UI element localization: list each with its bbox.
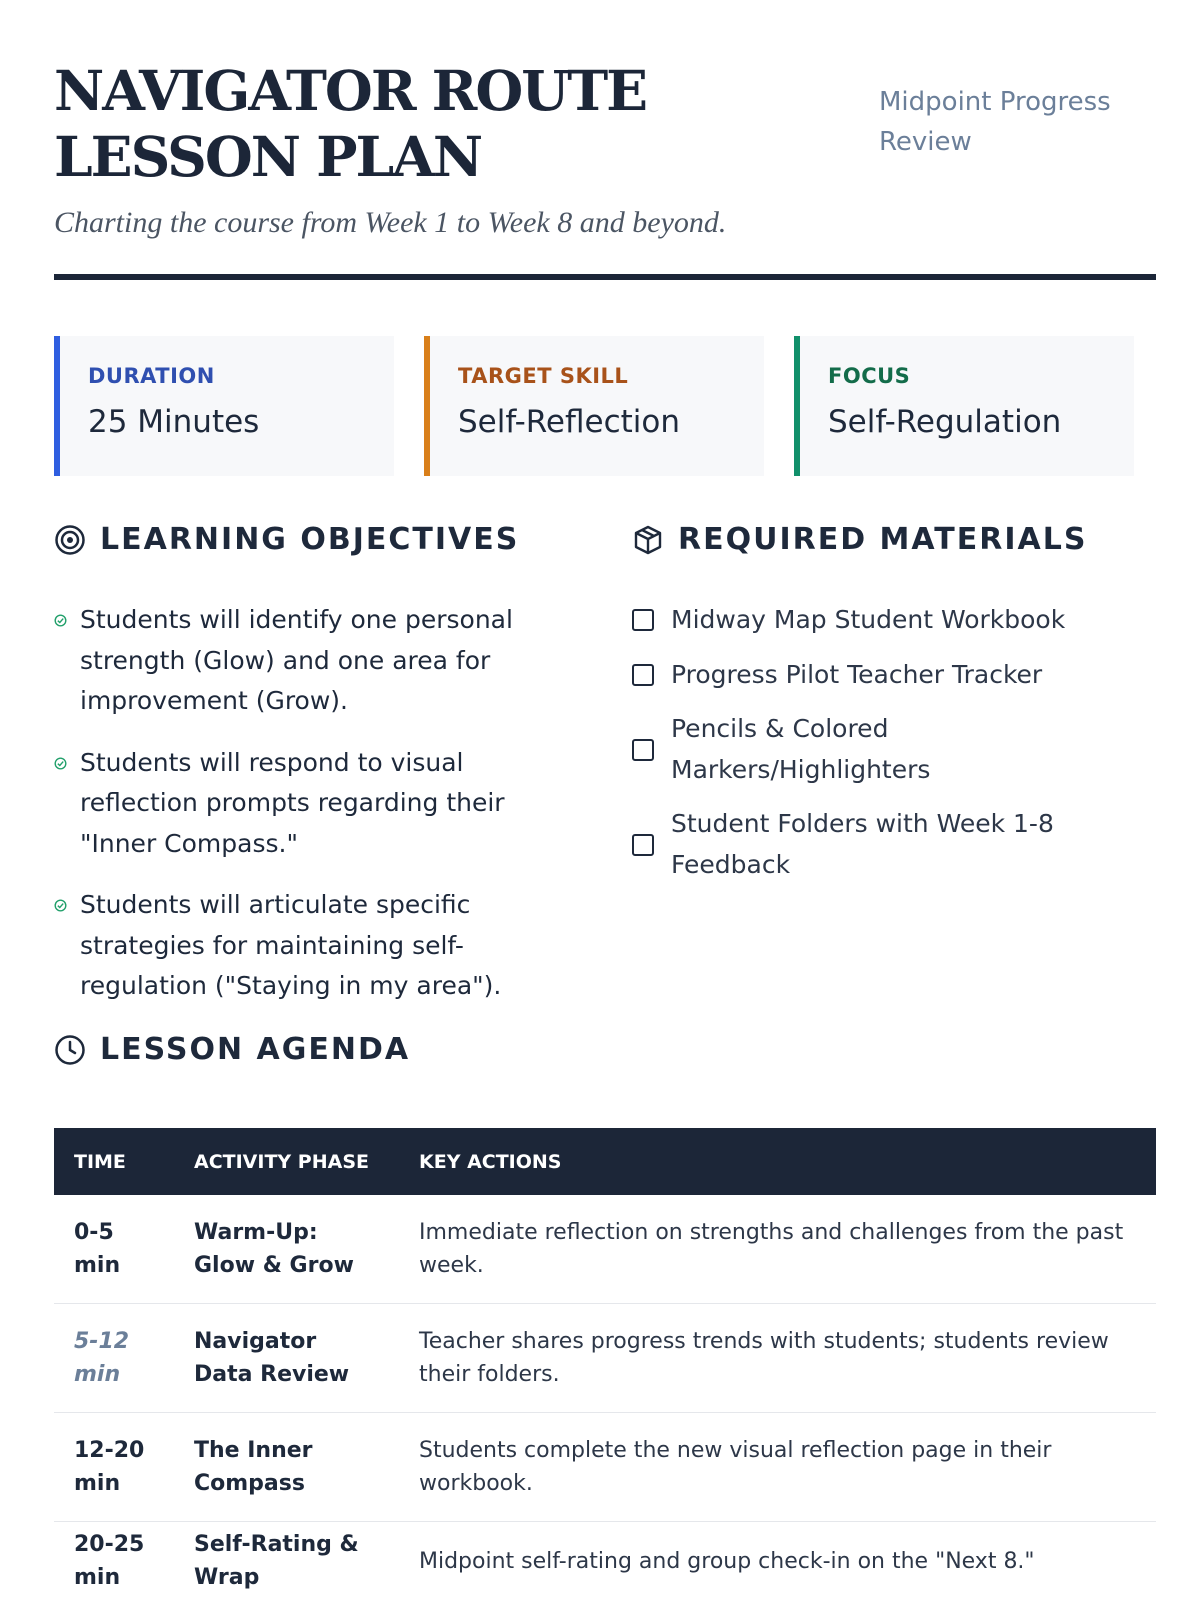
duration-value: 25 Minutes xyxy=(88,404,260,440)
actions-cell: Teacher shares progress trends with students; students review their folders. xyxy=(399,1304,1156,1413)
duration-label: DURATION xyxy=(88,364,215,388)
column-header-phase: ACTIVITY PHASE xyxy=(174,1128,399,1195)
focus-label: FOCUS xyxy=(828,364,911,388)
time-cell: 0-5 min xyxy=(54,1195,174,1304)
agenda-heading xyxy=(54,1032,410,1067)
duration-card xyxy=(54,336,394,476)
column-header-time: TIME xyxy=(54,1128,174,1195)
checkbox-icon[interactable] xyxy=(632,834,654,856)
checkbox-icon[interactable] xyxy=(632,739,654,761)
list-item: Students will respond to visual reflection prompts regarding their "Inner Compass." xyxy=(54,743,534,865)
list-item: Progress Pilot Teacher Tracker xyxy=(632,655,1152,696)
list-item: Students will identify one personal strength (Glow) and one area for improvement (Grow). xyxy=(54,600,534,722)
page-title: NAVIGATOR ROUTE LESSON PLAN xyxy=(54,58,647,189)
time-cell: 12-20 min xyxy=(54,1413,174,1522)
check-circle-icon xyxy=(54,614,67,627)
time-cell: 5-12 min xyxy=(54,1304,174,1413)
materials-heading xyxy=(632,522,1087,557)
materials-list xyxy=(632,600,1152,899)
clock-icon xyxy=(54,1034,86,1066)
list-item: Midway Map Student Workbook xyxy=(632,600,1152,641)
checkbox-icon[interactable] xyxy=(632,664,654,686)
materials-heading-text: REQUIRED MATERIALS xyxy=(678,522,1088,557)
column-header-actions: KEY ACTIONS xyxy=(399,1128,1156,1195)
list-item: Students will articulate specific strategies for maintaining self-regulation ("Staying in my area"). xyxy=(54,885,534,1007)
checkbox-icon[interactable] xyxy=(632,609,654,631)
page-tagline: Midpoint Progress Review xyxy=(879,87,1111,157)
objectives-list xyxy=(54,600,534,1028)
header-divider xyxy=(54,274,1156,280)
table-row xyxy=(54,1304,1156,1413)
agenda-table xyxy=(54,1128,1156,1600)
focus-value: Self-Regulation xyxy=(828,404,1062,440)
phase-cell: Self-Rating & Wrap xyxy=(194,1532,359,1590)
target-icon xyxy=(54,524,86,556)
table-row xyxy=(54,1413,1156,1522)
target-skill-label: TARGET SKILL xyxy=(458,364,629,388)
list-item: Student Folders with Week 1-8 Feedback xyxy=(632,804,1092,885)
target-skill-card xyxy=(424,336,764,476)
page-subtitle: Charting the course from Week 1 to Week 8 and beyond. xyxy=(54,206,727,239)
phase-cell: Navigator Data Review xyxy=(174,1304,399,1413)
actions-cell: Midpoint self-rating and group check-in on the "Next 8." xyxy=(419,1548,1035,1574)
time-cell: 20-25 min xyxy=(74,1532,145,1590)
check-circle-icon xyxy=(54,899,67,912)
check-circle-icon xyxy=(54,757,67,770)
table-row xyxy=(54,1195,1156,1304)
actions-cell: Students complete the new visual reflection page in their workbook. xyxy=(399,1413,1156,1522)
actions-cell: Immediate reflection on strengths and challenges from the past week. xyxy=(399,1195,1156,1304)
list-item: Pencils & Colored Markers/Highlighters xyxy=(632,709,1052,790)
agenda-heading-text: LESSON AGENDA xyxy=(100,1032,411,1067)
table-row xyxy=(54,1522,1156,1600)
phase-cell: Warm-Up: Glow & Grow xyxy=(174,1195,399,1304)
objectives-heading-text: LEARNING OBJECTIVES xyxy=(100,522,520,557)
table-header-row xyxy=(54,1128,1156,1195)
phase-cell: The Inner Compass xyxy=(174,1413,399,1522)
box-icon xyxy=(632,524,664,556)
focus-card xyxy=(794,336,1134,476)
objectives-heading xyxy=(54,522,519,557)
target-skill-value: Self-Reflection xyxy=(458,404,681,440)
